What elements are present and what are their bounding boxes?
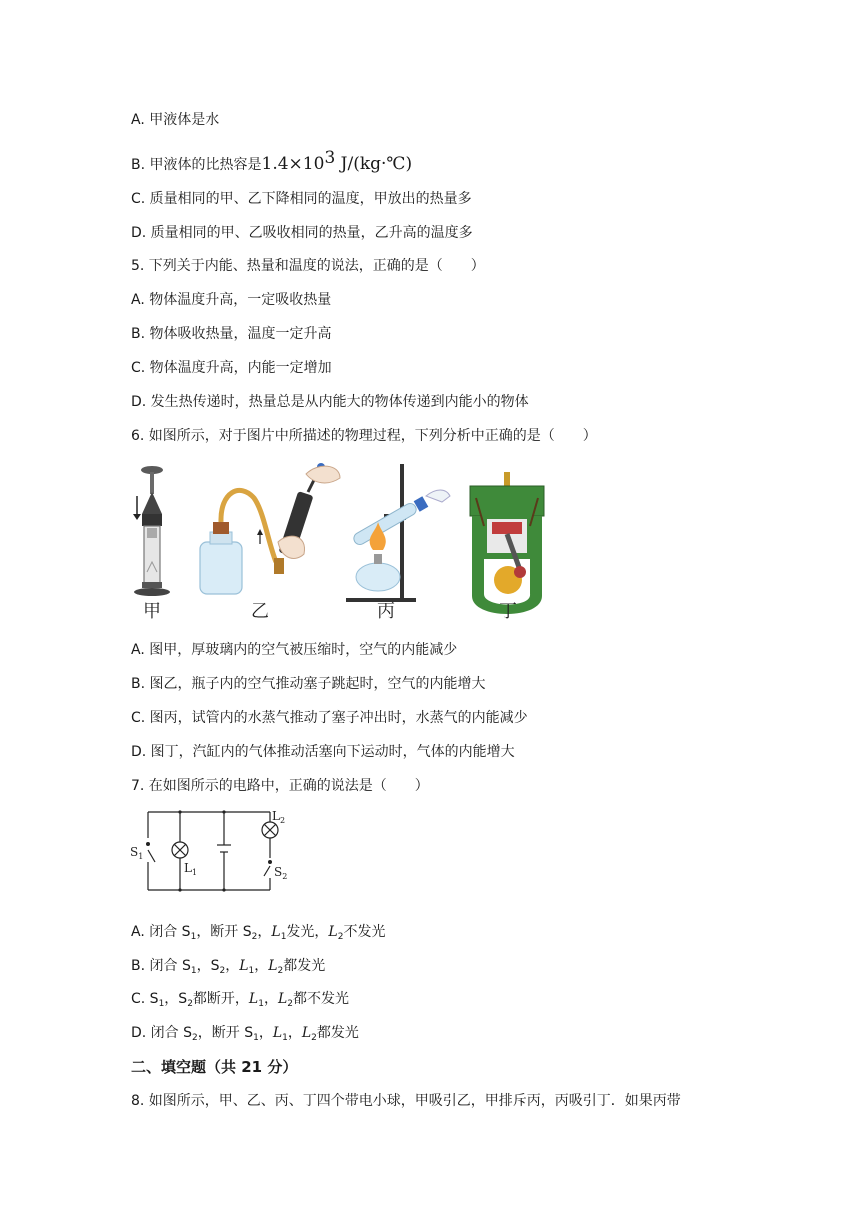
q4-option-b-unit: J/(kg·℃) [335, 154, 413, 174]
figure-bing-test-tube [346, 464, 450, 602]
figure-label-jia: 甲 [143, 601, 161, 622]
figure-yi-bottle-pump [200, 463, 340, 594]
q5-option-a: A. 物体温度升高，一定吸收热量 [131, 292, 332, 308]
figure-label-bing: 丙 [377, 601, 395, 622]
q5-option-b: B. 物体吸收热量，温度一定升高 [131, 326, 332, 342]
q7-option-d: D. 闭合 $S_2$，断开 $S_1$，$L_1$，$L_2$都发光 [131, 1025, 359, 1043]
q4-option-a: A. 甲液体是水 [131, 112, 220, 128]
q7-circuit-diagram [128, 808, 288, 898]
section-heading: 二、填空题（共 21 分） [131, 1058, 298, 1076]
q4-option-b [131, 148, 412, 175]
circuit-label-l2: $L_2$ [272, 809, 286, 825]
q4-option-b-exp: 3 [324, 148, 336, 168]
figure-label-yi: 乙 [251, 601, 269, 622]
q6-figures [128, 462, 568, 622]
q8-stem: 8. 如图所示，甲、乙、丙、丁四个带电小球，甲吸引乙，甲排斥丙，丙吸引丁．如果丙带 [131, 1093, 681, 1109]
q4-option-b-prefix: B. 甲液体的比热容是 [131, 157, 262, 173]
figure-jia-fire-syringe [133, 466, 170, 596]
q7-option-b: B. 闭合 $S_1$，$S_2$，$L_1$，$L_2$都发光 [131, 958, 326, 976]
q6-option-a: A. 图甲，厚玻璃内的空气被压缩时，空气的内能减少 [131, 642, 458, 658]
q4-option-b-value: 1.4×10 [261, 154, 325, 174]
q6-option-b: B. 图乙，瓶子内的空气推动塞子跳起时，空气的内能增大 [131, 676, 486, 692]
q4-option-c: C. 质量相同的甲、乙下降相同的温度，甲放出的热量多 [131, 191, 472, 207]
q7-stem: 7. 在如图所示的电路中，正确的说法是（ ） [131, 778, 429, 794]
q7-option-a: A. 闭合 $S_1$，断开 $S_2$，$L_1$发光，$L_2$不发光 [131, 924, 386, 942]
figure-label-ding: 丁 [499, 601, 517, 622]
q7-option-c: C. $S_1$，$S_2$都断开，$L_1$，$L_2$都不发光 [131, 991, 349, 1009]
q4-option-d: D. 质量相同的甲、乙吸收相同的热量，乙升高的温度多 [131, 225, 473, 241]
q6-stem: 6. 如图所示，对于图片中所描述的物理过程，下列分析中正确的是（ ） [131, 428, 597, 444]
q6-option-d: D. 图丁，汽缸内的气体推动活塞向下运动时，气体的内能增大 [131, 744, 515, 760]
circuit-label-l1: $L_1$ [184, 861, 198, 877]
q5-option-d: D. 发生热传递时，热量总是从内能大的物体传递到内能小的物体 [131, 394, 529, 410]
q5-stem: 5. 下列关于内能、热量和温度的说法，正确的是（ ） [131, 258, 485, 274]
q6-option-c: C. 图丙，试管内的水蒸气推动了塞子冲出时，水蒸气的内能减少 [131, 710, 528, 726]
q5-option-c: C. 物体温度升高，内能一定增加 [131, 360, 332, 376]
circuit-label-s2: $S_2$ [274, 865, 288, 881]
circuit-label-s1: $S_1$ [130, 845, 144, 861]
figure-ding-engine-cylinder [470, 472, 544, 614]
